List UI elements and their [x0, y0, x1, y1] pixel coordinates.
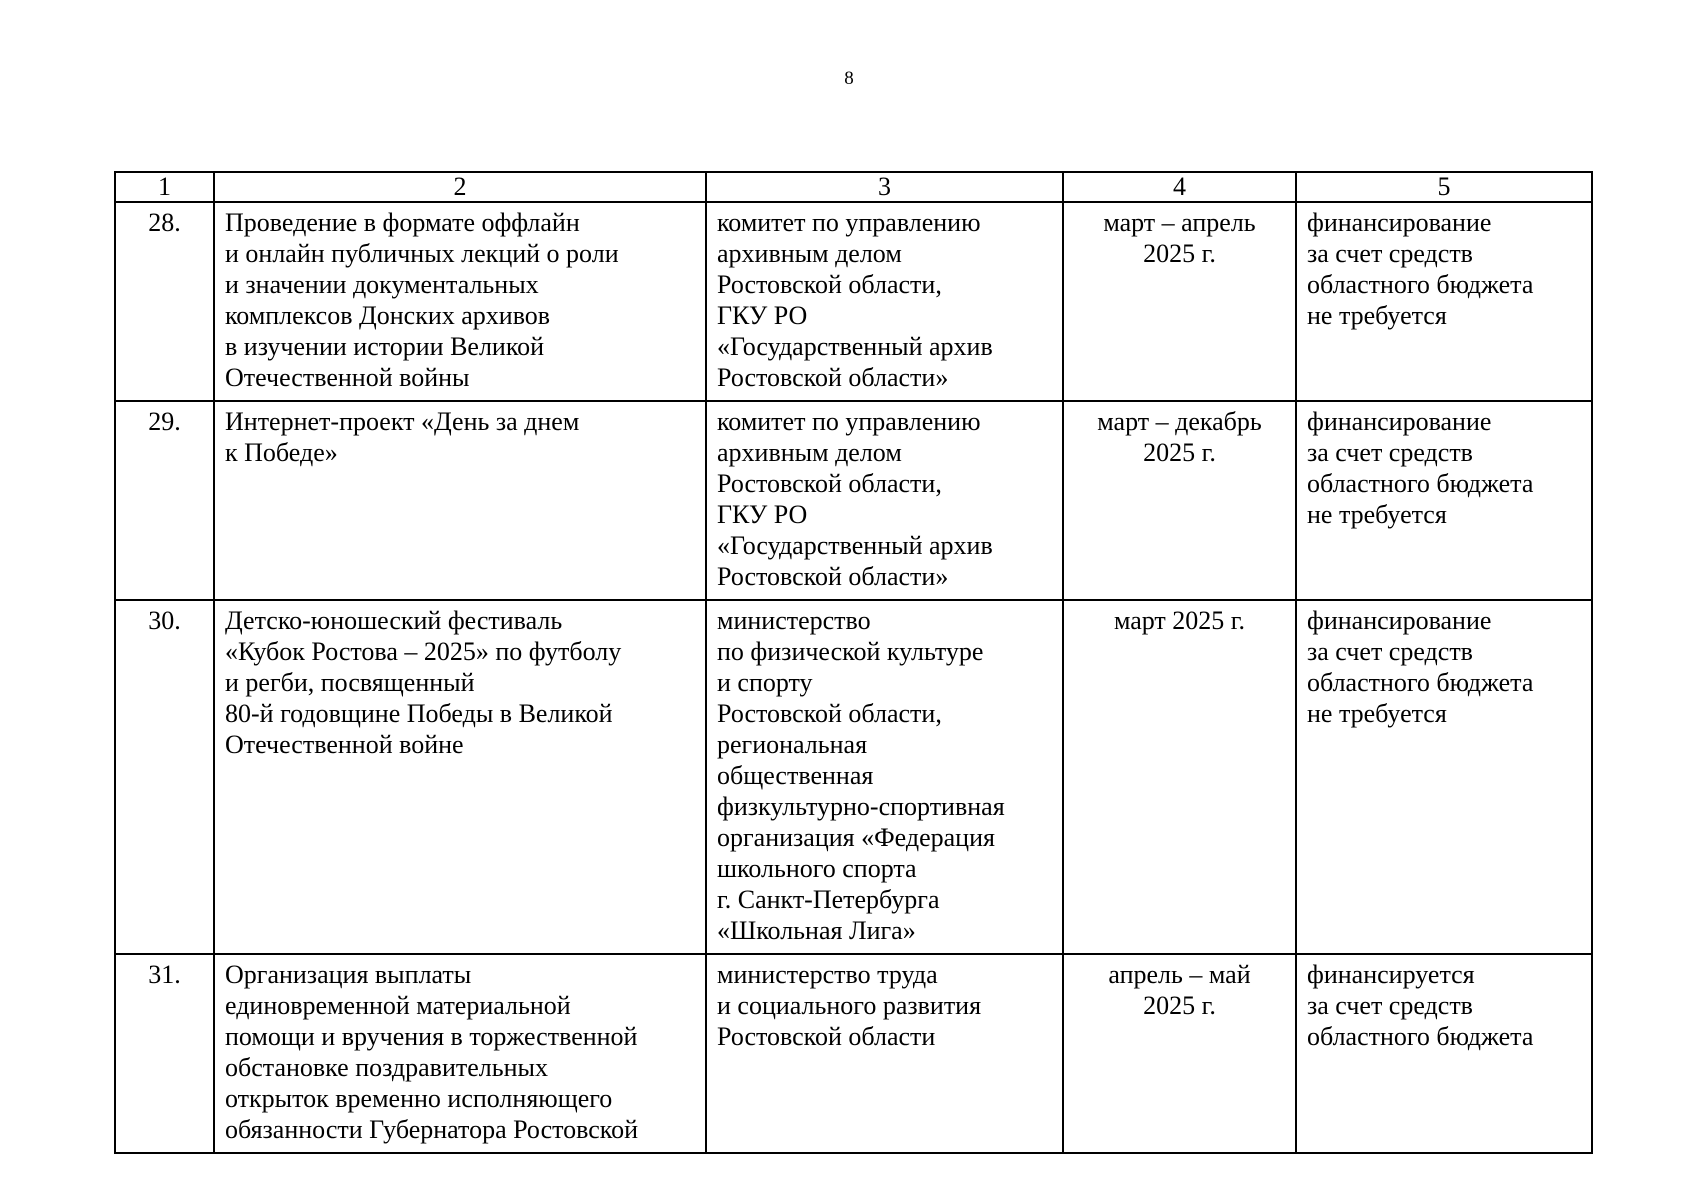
text-line: региональная [717, 730, 868, 759]
row-number: 29. [115, 401, 214, 600]
text-line: открыток временно исполняющего [225, 1084, 613, 1113]
text-line: Ростовской области, [717, 270, 942, 299]
event-description [214, 401, 706, 600]
text-line: «Государственный архив [717, 531, 993, 560]
table-row [115, 600, 1592, 954]
financing-info [1296, 600, 1592, 954]
text-line: Ростовской области» [717, 363, 949, 392]
responsible-party [706, 600, 1063, 954]
page-number: 8 [844, 68, 854, 89]
event-plan-table [114, 171, 1593, 1154]
text-line: комплексов Донских архивов [225, 301, 551, 330]
text-line: финансирование [1307, 407, 1492, 436]
text-line: министерство труда [717, 960, 938, 989]
text-line: за счет средств [1307, 239, 1473, 268]
text-line: комитет по управлению [717, 407, 981, 436]
row-number: 30. [115, 600, 214, 954]
text-line: апрель – май [1108, 960, 1251, 989]
text-line: в изучении истории Великой [225, 332, 545, 361]
table-row [115, 954, 1592, 1153]
text-line: школьного спорта [717, 854, 917, 883]
financing-info [1296, 401, 1592, 600]
text-line: областного бюджета [1307, 270, 1534, 299]
text-line: финансирование [1307, 606, 1492, 635]
financing-info [1296, 202, 1592, 401]
text-line: помощи и вручения в торжественной [225, 1022, 638, 1051]
text-line: 80-й годовщине Победы в Великой [225, 699, 613, 728]
financing-info [1296, 954, 1592, 1153]
text-line: и регби, посвященный [225, 668, 475, 697]
header-col-2: 2 [214, 172, 706, 202]
table-row [115, 202, 1592, 401]
text-line: единовременной материальной [225, 991, 571, 1020]
text-line: не требуется [1307, 301, 1447, 330]
text-line: к Победе» [225, 438, 338, 467]
text-line: за счет средств [1307, 991, 1473, 1020]
text-line: г. Санкт-Петербурга [717, 885, 940, 914]
text-line: 2025 г. [1143, 991, 1216, 1020]
text-line: и онлайн публичных лекций о роли [225, 239, 619, 268]
event-dates [1063, 202, 1296, 401]
text-line: Ростовской области, [717, 699, 942, 728]
text-line: не требуется [1307, 699, 1447, 728]
text-line: обстановке поздравительных [225, 1053, 548, 1082]
text-line: Интернет-проект «День за днем [225, 407, 580, 436]
text-line: физкультурно-спортивная [717, 792, 1005, 821]
text-line: март 2025 г. [1113, 606, 1246, 635]
text-line: Ростовской области, [717, 469, 942, 498]
text-line: организация «Федерация [717, 823, 995, 852]
text-line: областного бюджета [1307, 469, 1534, 498]
text-line: финансирование [1307, 208, 1492, 237]
text-line: финансируется [1307, 960, 1475, 989]
text-line: министерство [717, 606, 871, 635]
row-number: 31. [115, 954, 214, 1153]
text-line: Отечественной войны [225, 363, 470, 392]
header-col-4: 4 [1063, 172, 1296, 202]
responsible-party [706, 954, 1063, 1153]
text-line: архивным делом [717, 438, 902, 467]
table-header-row [115, 172, 1592, 202]
table-row [115, 401, 1592, 600]
row-number: 28. [115, 202, 214, 401]
text-line: март – апрель [1103, 208, 1256, 237]
text-line: комитет по управлению [717, 208, 981, 237]
text-line: «Кубок Ростова – 2025» по футболу [225, 637, 622, 666]
text-line: по физической культуре [717, 637, 984, 666]
text-line: 2025 г. [1143, 239, 1216, 268]
text-line: Проведение в формате оффлайн [225, 208, 580, 237]
text-line: 2025 г. [1143, 438, 1216, 467]
event-description [214, 954, 706, 1153]
text-line: ГКУ РО [717, 301, 808, 330]
text-line: за счет средств [1307, 438, 1473, 467]
text-line: Ростовской области» [717, 562, 949, 591]
text-line: не требуется [1307, 500, 1447, 529]
text-line: Организация выплаты [225, 960, 472, 989]
text-line: март – декабрь [1097, 407, 1262, 436]
event-dates [1063, 954, 1296, 1153]
responsible-party [706, 401, 1063, 600]
text-line: «Государственный архив [717, 332, 993, 361]
text-line: Ростовской области [717, 1022, 936, 1051]
header-col-1: 1 [115, 172, 214, 202]
text-line: областного бюджета [1307, 668, 1534, 697]
text-line: «Школьная Лига» [717, 916, 916, 945]
text-line: областного бюджета [1307, 1022, 1534, 1051]
text-line: и значении документальных [225, 270, 539, 299]
text-line: за счет средств [1307, 637, 1473, 666]
text-line: ГКУ РО [717, 500, 808, 529]
text-line: Детско-юношеский фестиваль [225, 606, 563, 635]
header-col-5: 5 [1296, 172, 1592, 202]
responsible-party [706, 202, 1063, 401]
event-description [214, 202, 706, 401]
text-line: общественная [717, 761, 874, 790]
event-dates [1063, 401, 1296, 600]
text-line: обязанности Губернатора Ростовской [225, 1115, 639, 1144]
text-line: Отечественной войне [225, 730, 464, 759]
text-line: и спорту [717, 668, 813, 697]
event-dates [1063, 600, 1296, 954]
text-line: и социального развития [717, 991, 982, 1020]
event-description [214, 600, 706, 954]
header-col-3: 3 [706, 172, 1063, 202]
text-line: архивным делом [717, 239, 902, 268]
